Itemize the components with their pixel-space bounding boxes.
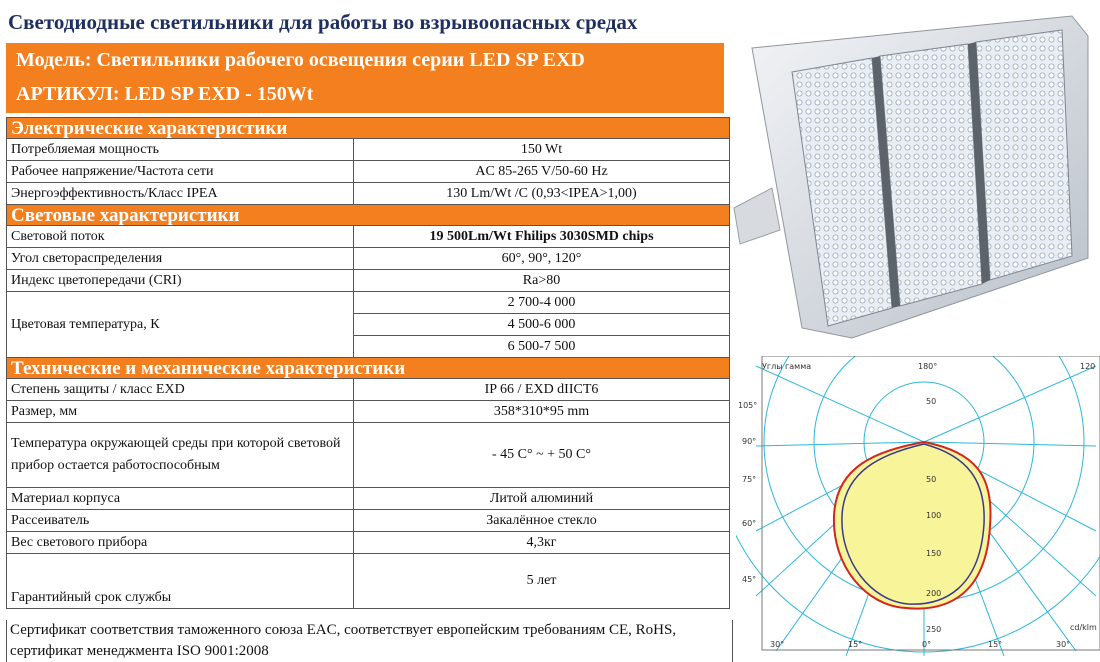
table-row: Угол светораспределения 60°, 90°, 120° <box>7 248 730 270</box>
table-row: Степень защиты / класс EXD IP 66 / EXD dIICT6 <box>7 379 730 401</box>
unit-label: cd/klm <box>1070 623 1097 632</box>
angle-label: 45° <box>742 575 757 584</box>
section-electrical: Электрические характеристики <box>7 118 730 139</box>
model-banner <box>6 43 724 113</box>
bottom-angle: 30° <box>1056 640 1071 649</box>
spec-table <box>6 117 730 609</box>
certificate-note: Сертификат соответствия таможенного союза EAC, соответствует европейским требованиям CE, RoHS, сертификат менеджмента ISO 9001:2008 <box>6 620 733 662</box>
table-row: Цветовая температура, К 2 700-4 000 <box>7 292 730 314</box>
table-row: Вес светового прибора 4,3кг <box>7 532 730 554</box>
table-row: Энергоэффективность/Класс IPEA 130 Lm/Wt /C (0,93<IPEA>1,00) <box>7 183 730 205</box>
bottom-angle: 30° <box>770 640 785 649</box>
article-line: АРТИКУЛ: LED SP EXD - 150Wt <box>16 83 314 105</box>
table-row: Гарантийный срок службы 5 лет <box>7 554 730 609</box>
table-row: Материал корпуса Литой алюминий <box>7 488 730 510</box>
polar-header-left: Углы гамма <box>762 362 812 371</box>
table-row: Температура окружающей среды при которой световой прибор остается работоспособным - 45 C° ~ + 50 C° <box>7 423 730 488</box>
angle-label: 60° <box>742 519 757 528</box>
table-row: Размер, мм 358*310*95 mm <box>7 401 730 423</box>
angle-label: 90° <box>742 437 757 446</box>
bottom-angle: 15° <box>848 640 863 649</box>
table-row: Потребляемая мощность 150 Wt <box>7 139 730 161</box>
page-title: Светодиодные светильники для работы во взрывоопасных средах <box>8 10 638 34</box>
section-technical: Технические и механические характеристики <box>7 358 730 379</box>
radial-label: 150 <box>926 549 942 558</box>
luminaire-photo <box>732 8 1096 348</box>
polar-header-right: 120 <box>1080 362 1096 371</box>
radial-label: 50 <box>926 397 937 406</box>
table-row: 4 500-6 000 <box>7 314 730 336</box>
radial-label: 250 <box>926 625 942 634</box>
radial-label: 100 <box>926 511 942 520</box>
table-row: 6 500-7 500 <box>7 336 730 358</box>
polar-header-mid: 180° <box>918 362 938 371</box>
table-row: Индекс цветопередачи (CRI) Ra>80 <box>7 270 730 292</box>
bottom-angle: 0° <box>922 640 932 649</box>
angle-label: 75° <box>742 475 757 484</box>
table-row: Рабочее напряжение/Частота сети AC 85-265 V/50-60 Hz <box>7 161 730 183</box>
table-row: Световой поток 19 500Lm/Wt Fhilips 3030SMD chips <box>7 226 730 248</box>
model-line: Модель: Светильники рабочего освещения серии LED SP EXD <box>16 49 585 71</box>
radial-label: 50 <box>926 475 937 484</box>
section-light: Световые характеристики <box>7 205 730 226</box>
polar-distribution-diagram <box>736 356 1100 656</box>
table-row: Рассеиватель Закалённое стекло <box>7 510 730 532</box>
angle-label: 105° <box>738 401 758 410</box>
bottom-angle: 15° <box>988 640 1003 649</box>
radial-label: 200 <box>926 589 942 598</box>
